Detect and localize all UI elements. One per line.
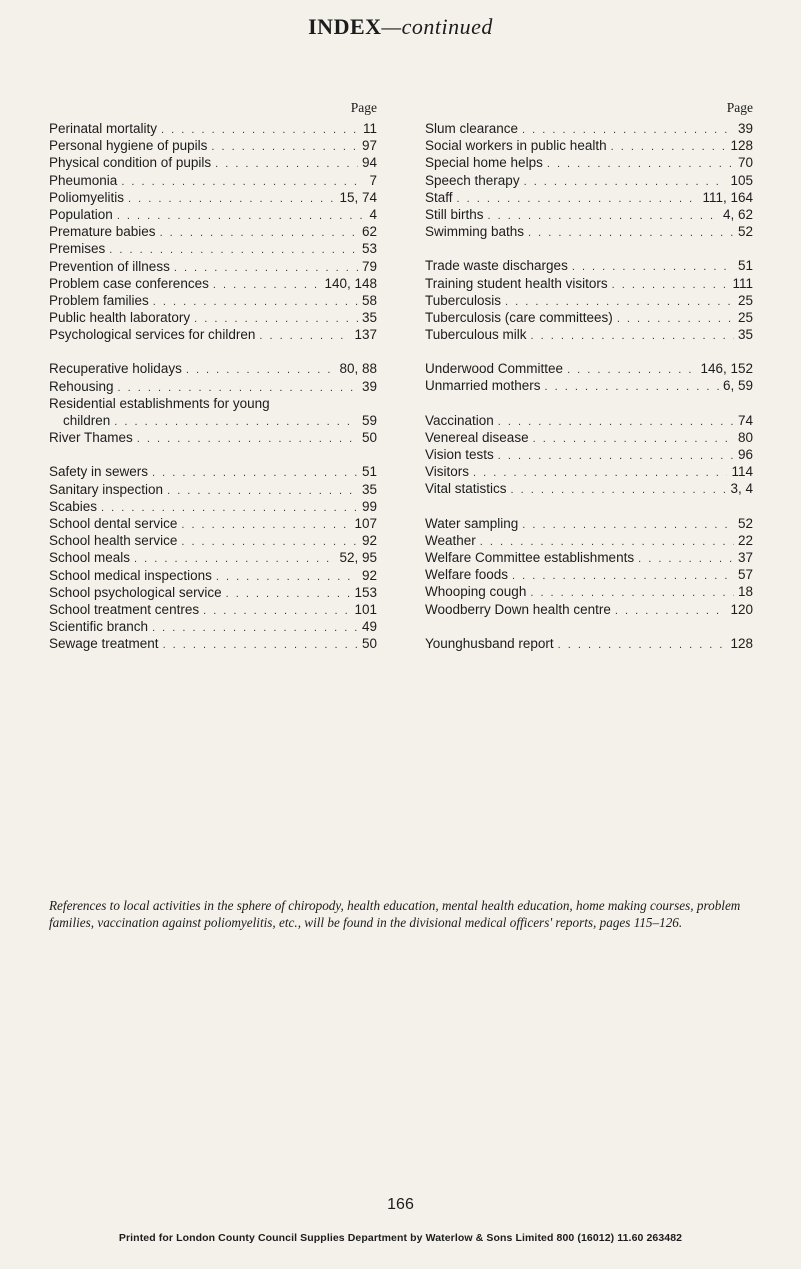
dot-leader [533,431,734,448]
dot-leader [167,483,358,500]
page-column-heading: Page [726,100,753,115]
index-page-ref: 7 [369,172,377,188]
index-entry [425,377,753,394]
index-term: Whooping cough [425,584,527,600]
index-term: Population [49,206,113,222]
index-entry [49,635,377,652]
index-entry [49,618,377,635]
index-entry [49,206,377,223]
dot-leader [498,414,734,431]
index-page-ref: 25 [737,309,753,325]
dot-leader [524,174,727,191]
index-list-right [425,120,753,652]
index-page-ref: 52 [737,515,753,531]
dot-leader [181,534,358,551]
printer-imprint: Printed for London County Council Supplies Department by Waterlow & Sons Limited 800 (16012) 11.60 263482 [118,1232,683,1244]
index-term: Special home helps [425,155,543,171]
index-page-ref: 114 [731,464,753,480]
index-term: School dental service [49,515,178,531]
index-term: Poliomyelitis [49,189,125,205]
index-term: School treatment centres [49,601,200,617]
index-page-ref: 80 [737,429,753,445]
index-page-ref: 50 [361,430,377,446]
index-entry [425,137,753,154]
index-page-ref: 140, 148 [324,275,377,291]
index-term: Personal hygiene of pupils [49,138,208,154]
index-term: Unmarried mothers [425,378,541,394]
index-page-ref: 146, 152 [700,361,753,377]
index-term: Still births [425,206,484,222]
index-entry [49,429,377,446]
dot-leader [558,637,727,654]
dot-leader [611,139,727,156]
dot-leader [457,191,699,208]
index-entry [49,601,377,618]
index-page-ref: 4 [369,206,377,222]
index-entry [425,463,753,480]
index-page-ref: 25 [737,292,753,308]
index-term: Younghusband report [425,635,554,651]
index-page-ref: 37 [737,549,753,565]
index-page-ref: 107 [354,515,377,531]
index-term: Perinatal mortality [49,121,158,136]
index-page-ref: 94 [361,155,377,171]
index-term: Pheumonia [49,172,118,188]
index-entry [425,154,753,171]
index-entry [49,189,377,206]
index-page-ref: 80, 88 [339,361,377,377]
index-page-ref: 11 [362,121,377,136]
index-term: Trade waste discharges [425,258,568,274]
index-term: School psychological service [49,584,222,600]
index-page-ref: 35 [361,481,377,497]
dot-leader [211,139,358,156]
index-entry [49,240,377,257]
index-page-ref: 128 [730,138,753,154]
index-list-left [49,120,377,652]
index-entry [49,463,377,480]
dot-leader [152,620,358,637]
dot-leader [152,465,358,482]
index-page-ref: 111 [732,275,753,291]
index-entry [49,498,377,515]
index-entry [425,515,753,532]
index-entry [425,223,753,240]
index-page-ref: 74 [737,412,753,428]
index-page-ref: 111, 164 [702,189,753,205]
index-entry [425,326,753,343]
dot-leader [498,448,734,465]
page-column-heading: Page [350,100,377,115]
index-entry [425,635,753,652]
index-entry [425,412,753,429]
index-page-ref: 101 [354,601,377,617]
section-gap [49,446,377,463]
index-entry [49,378,377,395]
index-entry [425,566,753,583]
index-entry [49,120,377,137]
index-entry [49,584,377,601]
index-entry [425,429,753,446]
dot-leader [612,277,729,294]
index-entry [425,257,753,274]
index-page-ref: 51 [361,464,377,480]
index-page-ref: 58 [361,292,377,308]
index-term: Tuberculosis [425,292,502,308]
dot-leader [522,517,734,534]
index-page-ref: 137 [354,327,377,343]
dot-leader [617,311,734,328]
index-entry [425,532,753,549]
section-gap [425,240,753,257]
index-term: Premature babies [49,224,156,240]
index-page-ref: 15, 74 [339,189,377,205]
index-page-ref: 18 [737,584,753,600]
index-term: Vision tests [425,447,494,462]
index-entry [49,258,377,275]
index-entry [425,172,753,189]
section-gap [425,498,753,515]
index-term: Public health laboratory [49,310,191,326]
index-page-ref: 39 [361,378,377,394]
dot-leader [163,637,358,654]
index-entry [425,360,753,377]
index-entry [49,292,377,309]
index-term: Rehousing [49,378,114,394]
dot-leader [213,277,321,294]
index-page-ref: 105 [730,172,753,188]
index-page-ref: 22 [737,532,753,548]
index-term: Problem families [49,292,149,308]
dot-leader [545,379,719,396]
section-gap [425,618,753,635]
index-page-ref: 153 [354,584,377,600]
dot-leader [473,465,727,482]
dot-leader [531,328,734,345]
dot-leader [638,551,734,568]
index-page-ref: 120 [730,601,753,617]
index-page-ref: 97 [361,138,377,154]
index-page-ref: 92 [361,567,377,583]
index-entry [425,189,753,206]
index-term: Problem case conferences [49,275,209,291]
dot-leader [128,191,335,208]
index-term: Residential establishments for young [49,395,270,411]
index-entry [425,549,753,566]
index-entry [49,309,377,326]
index-entry [49,481,377,498]
index-page-ref: 35 [737,327,753,343]
index-entry [49,532,377,549]
index-entry [49,223,377,240]
index-page-ref: 96 [737,447,753,462]
section-gap [49,343,377,360]
page-number: 166 [387,1196,414,1213]
section-gap [425,343,753,360]
index-page-ref: 3, 4 [730,481,753,497]
dot-leader [615,603,727,620]
index-term: Social workers in public health [425,138,607,154]
dot-leader [114,414,358,431]
index-title: INDEX [308,14,382,39]
dot-leader [547,156,734,173]
index-term: Slum clearance [425,121,519,136]
dot-leader [215,156,358,173]
index-term: Premises [49,241,106,257]
index-entry [425,480,753,497]
continued-label: —continued [381,14,493,39]
index-entry [49,515,377,532]
dot-leader [186,362,336,379]
index-entry [49,567,377,584]
index-term: School meals [49,550,131,566]
index-entry [49,395,377,412]
dot-leader [203,603,350,620]
index-column-left [49,100,377,652]
index-page-ref: 70 [737,155,753,171]
index-page-ref: 49 [361,619,377,635]
index-term: Psychological services for children [49,327,256,343]
index-term: Venereal disease [425,429,529,445]
index-term: Weather [425,532,476,548]
index-term: Safety in sewers [49,464,149,480]
dot-leader [567,362,696,379]
dot-leader [121,174,365,191]
page-title [0,14,801,40]
index-term: Vaccination [425,412,494,428]
index-entry [49,172,377,189]
dot-leader [226,586,351,603]
index-page-ref: 52 [737,224,753,240]
index-term: Water sampling [425,515,519,531]
index-term: Staff [425,189,453,205]
index-entry [425,446,753,463]
index-page-ref: 53 [361,241,377,257]
index-term: Prevention of illness [49,258,170,274]
index-entry [425,309,753,326]
index-term: Visitors [425,464,470,480]
index-entry [425,292,753,309]
index-entry [425,583,753,600]
index-term: Woodberry Down health centre [425,601,611,617]
index-page-ref: 39 [737,121,753,136]
index-page-ref: 99 [361,498,377,514]
index-term: Scabies [49,498,98,514]
index-term: Training student health visitors [425,275,608,291]
index-page-ref: 4, 62 [722,206,753,222]
index-entry [49,360,377,377]
index-entry [49,275,377,292]
index-term: Speech therapy [425,172,520,188]
index-entry [49,326,377,343]
index-page-ref: 35 [361,310,377,326]
dot-leader [512,568,734,585]
index-entry [49,137,377,154]
index-term: Swimming baths [425,224,525,240]
index-entry [49,549,377,566]
dot-leader [137,431,358,448]
index-page-ref: 128 [730,635,753,651]
index-term: Sanitary inspection [49,481,164,497]
dot-leader [511,482,727,499]
index-term: School health service [49,533,178,549]
index-term: School medical inspections [49,567,212,583]
index-term: Recuperative holidays [49,361,182,377]
index-entry [425,601,753,618]
index-column-right [425,100,753,652]
references-note: References to local activities in the sphere of chiropody, health education, mental health education, home making courses, problem families, vaccination against poliomyelitis, etc., will be found in the divisional medical officers' reports, pages 115–126. [49,898,741,930]
index-entry [425,206,753,223]
index-term: Physical condition of pupils [49,155,212,171]
dot-leader [216,569,358,586]
index-entry [49,412,377,429]
index-entry [49,154,377,171]
index-term: Tuberculosis (care committees) [425,309,613,325]
index-page-ref: 57 [737,567,753,583]
index-entry [425,275,753,292]
dot-leader [160,225,358,242]
index-page-ref: 6, 59 [722,378,753,394]
index-page-ref: 92 [361,533,377,549]
index-page-ref: 59 [361,413,377,428]
index-page-ref: 62 [361,224,377,240]
index-term: Tuberculous milk [425,327,527,343]
index-page-ref: 79 [361,258,377,274]
dot-leader [181,517,350,534]
index-page-ref: 52, 95 [339,550,377,566]
index-page-ref: 51 [737,258,753,274]
index-term: children [63,413,111,428]
index-term: Welfare Committee establishments [425,549,635,565]
dot-leader [528,225,734,242]
index-term: Vital statistics [425,481,507,497]
index-term: Welfare foods [425,567,509,583]
index-page-ref: 50 [361,636,377,652]
dot-leader [259,328,350,345]
section-gap [425,395,753,412]
index-term: Scientific branch [49,619,149,635]
index-term: River Thames [49,430,133,446]
index-term: Sewage treatment [49,636,159,652]
index-entry [425,120,753,137]
index-term: Underwood Committee [425,361,564,377]
